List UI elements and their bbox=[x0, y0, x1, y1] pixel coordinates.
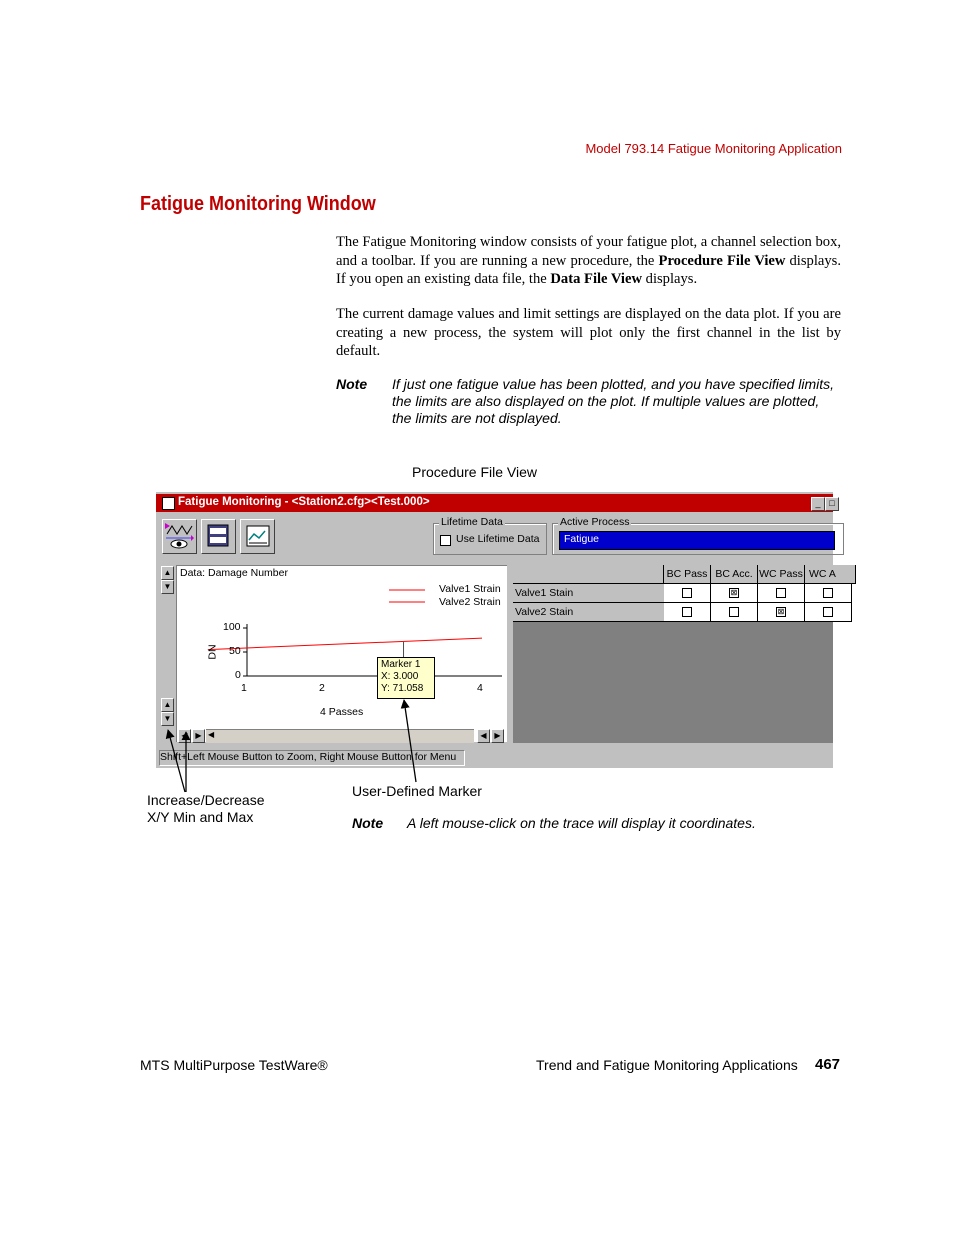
note2-label: Note bbox=[352, 815, 384, 831]
maximize-button[interactable]: □ bbox=[825, 497, 839, 511]
procedure-file-view-term: Procedure File View bbox=[658, 252, 786, 269]
y-min-increase-button[interactable]: ▲ bbox=[161, 698, 174, 712]
arrow-to-y-min-buttons bbox=[168, 730, 185, 792]
status-bar: Shift+Left Mouse Button to Zoom, Right Mouse Button for Menu bbox=[159, 750, 465, 766]
x-axis-label: 4 Passes bbox=[320, 706, 364, 718]
marker-x: X: 3.000 bbox=[381, 671, 419, 682]
ytick-100: 100 bbox=[223, 621, 241, 633]
minimize-button[interactable]: _ bbox=[811, 497, 825, 511]
increase-decrease-callout bbox=[147, 792, 265, 826]
xtick-4: 4 bbox=[477, 682, 483, 694]
x-max-decrease-button[interactable]: ◀ bbox=[477, 729, 490, 743]
note2-text: A left mouse-click on the trace will display it coordinates. bbox=[407, 815, 756, 831]
callout-line-1: Increase/Decrease bbox=[147, 792, 265, 808]
marker-title: Marker 1 bbox=[381, 659, 421, 670]
header-wc-pass[interactable]: WC Pass bbox=[758, 565, 805, 584]
row-label-valve2[interactable]: Valve2 Stain bbox=[513, 603, 666, 622]
header-bc-acc[interactable]: BC Acc. bbox=[711, 565, 758, 584]
plot-data-label: Data: Damage Number bbox=[180, 567, 288, 579]
note-label: Note bbox=[336, 376, 368, 392]
active-process-value: Fatigue bbox=[564, 533, 600, 545]
xtick-2: 2 bbox=[319, 682, 325, 694]
footer-left: MTS MultiPurpose TestWare® bbox=[140, 1057, 328, 1073]
x-min-decrease-button[interactable]: ◀ bbox=[178, 729, 191, 743]
active-process-legend: Active Process bbox=[560, 516, 630, 528]
footer-center: Trend and Fatigue Monitoring Applications bbox=[536, 1057, 798, 1073]
section-title: Fatigue Monitoring Window bbox=[140, 193, 376, 215]
xtick-1: 1 bbox=[241, 682, 247, 694]
intro-text-2: displays. If you open an existing data file, the bbox=[336, 252, 841, 288]
use-lifetime-label: Use Lifetime Data bbox=[456, 533, 540, 545]
scroll-left-arrow-icon: ◀ bbox=[208, 730, 215, 739]
lifetime-data-legend: Lifetime Data bbox=[441, 516, 503, 528]
legend-valve1: Valve1 Strain bbox=[439, 583, 501, 595]
y-max-increase-button[interactable]: ▲ bbox=[161, 566, 174, 580]
header-bc-pass[interactable]: BC Pass bbox=[664, 565, 711, 584]
checkbox-valve2-wc-pass[interactable]: ⊠ bbox=[777, 607, 785, 616]
legend-valve2: Valve2 Strain bbox=[439, 596, 501, 608]
row-label-valve1[interactable]: Valve1 Stain bbox=[513, 584, 666, 603]
ytick-0: 0 bbox=[235, 669, 241, 681]
running-head: Model 793.14 Fatigue Monitoring Application bbox=[585, 141, 842, 156]
intro-text-3: displays. bbox=[642, 271, 698, 288]
header-wc-acc[interactable]: WC A bbox=[805, 565, 856, 584]
checkbox-valve1-bc-acc[interactable]: ⊠ bbox=[730, 588, 738, 597]
intro-text-1: The Fatigue Monitoring window consists of your fatigue plot, a channel selection box, and a toolbar. If you are running a new procedure, the bbox=[336, 234, 842, 269]
y-min-decrease-button[interactable]: ▼ bbox=[161, 712, 174, 726]
ytick-50: 50 bbox=[229, 645, 241, 657]
figure-caption: Procedure File View bbox=[412, 464, 538, 480]
marker-y: Y: 71.058 bbox=[381, 683, 424, 694]
damage-paragraph: The current damage values and limit settings are displayed on the data plot. If you are creating a new process, the system will plot only the first channel in the list by default. bbox=[336, 306, 841, 360]
page-number: 467 bbox=[815, 1056, 841, 1073]
note-text: If just one fatigue value has been plotted, and you have specified limits, the limits are also displayed on the plot. If multiple values are plotted, the limits are not displayed. bbox=[392, 376, 835, 426]
callout-line-2: X/Y Min and Max bbox=[147, 809, 254, 825]
y-axis-label: DN bbox=[206, 644, 219, 660]
x-max-increase-button[interactable]: ▶ bbox=[491, 729, 504, 743]
arrow-to-marker bbox=[404, 700, 416, 782]
user-marker-callout: User-Defined Marker bbox=[352, 783, 482, 799]
window-title: Fatigue Monitoring - <Station2.cfg><Test.000> bbox=[178, 496, 430, 508]
data-file-view-term: Data File View bbox=[550, 271, 642, 288]
y-max-decrease-button[interactable]: ▼ bbox=[161, 580, 174, 594]
x-min-increase-button[interactable]: ▶ bbox=[192, 729, 205, 743]
